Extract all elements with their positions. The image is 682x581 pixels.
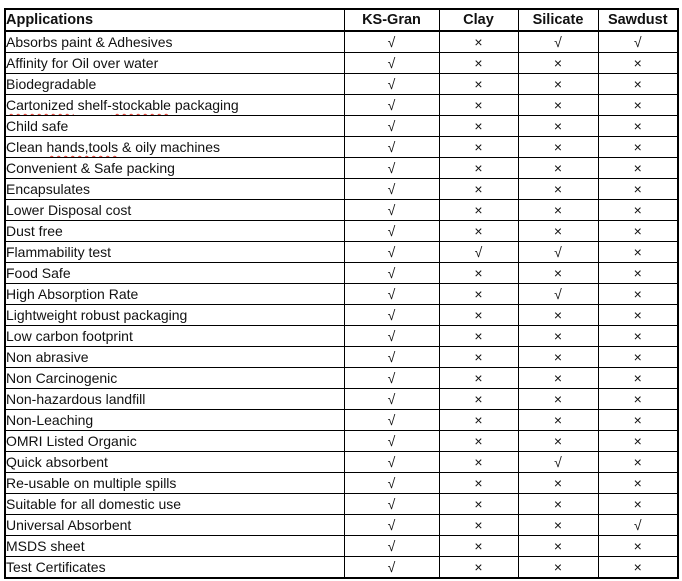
application-label (5, 326, 344, 347)
table-row (5, 515, 678, 536)
table-row (5, 31, 678, 53)
check-mark: √ (344, 95, 439, 116)
table-row (5, 179, 678, 200)
table-row (5, 305, 678, 326)
cross-mark: × (598, 263, 678, 284)
check-mark: √ (344, 200, 439, 221)
application-label (5, 389, 344, 410)
column-header-clay: Clay (439, 9, 518, 31)
cross-mark: × (518, 347, 598, 368)
application-label (5, 158, 344, 179)
table-row (5, 221, 678, 242)
cross-mark: × (518, 179, 598, 200)
cross-mark: × (518, 389, 598, 410)
application-label (5, 347, 344, 368)
cross-mark: × (518, 557, 598, 579)
cross-mark: × (598, 200, 678, 221)
cross-mark: × (518, 410, 598, 431)
cross-mark: × (439, 221, 518, 242)
table-row (5, 284, 678, 305)
label-text: MSDS sheet (6, 538, 85, 554)
cross-mark: × (518, 137, 598, 158)
cross-mark: × (598, 179, 678, 200)
cross-mark: × (439, 53, 518, 74)
table-row (5, 557, 678, 579)
label-text: Absorbs paint & Adhesives (6, 34, 173, 50)
check-mark: √ (344, 158, 439, 179)
cross-mark: × (439, 368, 518, 389)
cross-mark: × (439, 494, 518, 515)
cross-mark: × (518, 53, 598, 74)
label-text: Affinity for Oil over water (6, 55, 159, 71)
label-text: Child safe (6, 118, 69, 134)
misspelled-text: Cartonized (6, 97, 74, 113)
cross-mark: × (518, 368, 598, 389)
table-row (5, 494, 678, 515)
application-label (5, 515, 344, 536)
cross-mark: × (439, 179, 518, 200)
label-text: Flammability test (6, 244, 112, 260)
label-text: packaging (170, 97, 239, 113)
application-label (5, 221, 344, 242)
cross-mark: × (439, 389, 518, 410)
cross-mark: × (439, 116, 518, 137)
check-mark: √ (344, 515, 439, 536)
cross-mark: × (598, 557, 678, 579)
label-text: Clean (6, 139, 47, 155)
cross-mark: × (598, 368, 678, 389)
table-row (5, 326, 678, 347)
cross-mark: × (518, 494, 598, 515)
cross-mark: × (439, 263, 518, 284)
cross-mark: × (598, 326, 678, 347)
cross-mark: × (598, 116, 678, 137)
label-text: High Absorption Rate (6, 286, 139, 302)
applications-column-header: Applications (5, 9, 344, 31)
cross-mark: × (598, 74, 678, 95)
check-mark: √ (598, 515, 678, 536)
cross-mark: × (598, 284, 678, 305)
label-text: Test Certificates (6, 559, 106, 575)
cross-mark: × (439, 473, 518, 494)
application-label (5, 31, 344, 53)
header-row (5, 9, 678, 31)
check-mark: √ (344, 326, 439, 347)
check-mark: √ (344, 389, 439, 410)
cross-mark: × (439, 536, 518, 557)
cross-mark: × (598, 53, 678, 74)
cross-mark: × (439, 410, 518, 431)
check-mark: √ (344, 284, 439, 305)
label-text: Non-Leaching (6, 412, 94, 428)
cross-mark: × (439, 200, 518, 221)
application-label (5, 116, 344, 137)
check-mark: √ (344, 31, 439, 53)
cross-mark: × (518, 473, 598, 494)
cross-mark: × (598, 95, 678, 116)
cross-mark: × (439, 74, 518, 95)
cross-mark: × (518, 536, 598, 557)
cross-mark: × (439, 284, 518, 305)
cross-mark: × (439, 515, 518, 536)
table-row (5, 95, 678, 116)
application-label (5, 368, 344, 389)
label-text: Quick absorbent (6, 454, 108, 470)
applications-comparison-table (4, 8, 679, 579)
check-mark: √ (344, 452, 439, 473)
label-text: & oily machines (118, 139, 221, 155)
table-row (5, 242, 678, 263)
cross-mark: × (598, 431, 678, 452)
check-mark: √ (344, 137, 439, 158)
label-text: shelf- (73, 97, 112, 113)
label-text: Biodegradable (6, 76, 97, 92)
check-mark: √ (344, 74, 439, 95)
application-label (5, 473, 344, 494)
label-text: Suitable for all domestic use (6, 496, 182, 512)
cross-mark: × (598, 221, 678, 242)
check-mark: √ (598, 31, 678, 53)
cross-mark: × (439, 158, 518, 179)
misspelled-text: stockable (111, 97, 171, 113)
table-row (5, 389, 678, 410)
label-text: Food Safe (6, 265, 71, 281)
cross-mark: × (518, 431, 598, 452)
cross-mark: × (439, 31, 518, 53)
check-mark: √ (344, 263, 439, 284)
cross-mark: × (518, 74, 598, 95)
check-mark: √ (518, 31, 598, 53)
table-row (5, 431, 678, 452)
application-label (5, 494, 344, 515)
application-label (5, 305, 344, 326)
cross-mark: × (439, 305, 518, 326)
check-mark: √ (344, 116, 439, 137)
application-label (5, 263, 344, 284)
application-label (5, 431, 344, 452)
label-text: Non Carcinogenic (6, 370, 118, 386)
table-row (5, 116, 678, 137)
label-text: Encapsulates (6, 181, 91, 197)
application-label (5, 284, 344, 305)
cross-mark: × (518, 200, 598, 221)
cross-mark: × (518, 305, 598, 326)
cross-mark: × (439, 557, 518, 579)
cross-mark: × (439, 137, 518, 158)
table-row (5, 452, 678, 473)
cross-mark: × (439, 452, 518, 473)
application-label (5, 242, 344, 263)
cross-mark: × (598, 347, 678, 368)
cross-mark: × (598, 305, 678, 326)
cross-mark: × (598, 536, 678, 557)
cross-mark: × (598, 389, 678, 410)
column-header-sawdust: Sawdust (598, 9, 678, 31)
label-text: Non-hazardous landfill (6, 391, 146, 407)
label-text: Non abrasive (6, 349, 89, 365)
check-mark: √ (344, 347, 439, 368)
application-label (5, 179, 344, 200)
label-text: Low carbon footprint (6, 328, 133, 344)
cross-mark: × (439, 431, 518, 452)
check-mark: √ (344, 221, 439, 242)
label-text: Convenient & Safe packing (6, 160, 175, 176)
label-text: OMRI Listed Organic (6, 433, 137, 449)
column-header-ks-gran: KS-Gran (344, 9, 439, 31)
cross-mark: × (598, 494, 678, 515)
check-mark: √ (344, 431, 439, 452)
label-text: Universal Absorbent (6, 517, 132, 533)
table-row (5, 53, 678, 74)
check-mark: √ (518, 284, 598, 305)
cross-mark: × (439, 326, 518, 347)
cross-mark: × (439, 347, 518, 368)
cross-mark: × (518, 326, 598, 347)
table-row (5, 536, 678, 557)
application-label (5, 557, 344, 579)
check-mark: √ (344, 242, 439, 263)
misspelled-text: hands,tools (46, 139, 119, 155)
application-label (5, 137, 344, 158)
label-text: Lower Disposal cost (6, 202, 132, 218)
check-mark: √ (344, 368, 439, 389)
check-mark: √ (518, 452, 598, 473)
check-mark: √ (439, 242, 518, 263)
cross-mark: × (518, 263, 598, 284)
cross-mark: × (598, 452, 678, 473)
check-mark: √ (344, 53, 439, 74)
check-mark: √ (344, 473, 439, 494)
cross-mark: × (598, 137, 678, 158)
table-row (5, 368, 678, 389)
cross-mark: × (518, 95, 598, 116)
application-label (5, 536, 344, 557)
cross-mark: × (598, 242, 678, 263)
cross-mark: × (598, 410, 678, 431)
cross-mark: × (518, 515, 598, 536)
application-label (5, 200, 344, 221)
table-row (5, 347, 678, 368)
cross-mark: × (518, 116, 598, 137)
label-text: Dust free (6, 223, 63, 239)
cross-mark: × (439, 95, 518, 116)
table-row (5, 74, 678, 95)
check-mark: √ (344, 557, 439, 579)
check-mark: √ (344, 410, 439, 431)
application-label (5, 74, 344, 95)
label-text: Lightweight robust packaging (6, 307, 188, 323)
table-body (5, 31, 678, 578)
cross-mark: × (598, 473, 678, 494)
check-mark: √ (344, 179, 439, 200)
cross-mark: × (518, 158, 598, 179)
check-mark: √ (518, 242, 598, 263)
table-row (5, 263, 678, 284)
table-header (5, 9, 678, 31)
table-row (5, 473, 678, 494)
table-row (5, 158, 678, 179)
check-mark: √ (344, 536, 439, 557)
application-label (5, 410, 344, 431)
application-label (5, 452, 344, 473)
application-label (5, 53, 344, 74)
column-header-silicate: Silicate (518, 9, 598, 31)
label-text: Re-usable on multiple spills (6, 475, 177, 491)
check-mark: √ (344, 305, 439, 326)
table-row (5, 200, 678, 221)
table-row (5, 137, 678, 158)
cross-mark: × (598, 158, 678, 179)
table-row (5, 410, 678, 431)
application-label (5, 95, 344, 116)
cross-mark: × (518, 221, 598, 242)
check-mark: √ (344, 494, 439, 515)
